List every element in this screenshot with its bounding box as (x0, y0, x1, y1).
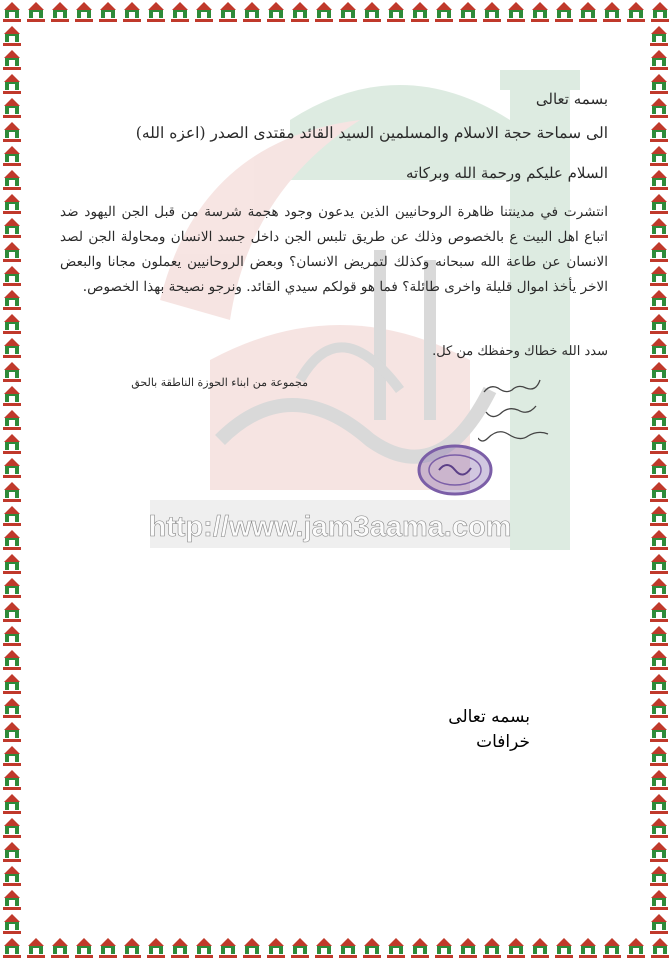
border-ornament (647, 720, 671, 744)
border-ornament (0, 672, 24, 696)
border-ornament (647, 72, 671, 96)
border-ornament (552, 936, 576, 960)
border-top (0, 0, 671, 24)
border-ornament (168, 936, 192, 960)
border-ornament (24, 0, 48, 24)
border-ornament (48, 0, 72, 24)
letter-prayer: سدد الله خطاك وحفظك من كل. (432, 344, 608, 359)
border-ornament (360, 0, 384, 24)
border-ornament (480, 936, 504, 960)
border-ornament (0, 360, 24, 384)
border-ornament (647, 888, 671, 912)
border-ornament (0, 744, 24, 768)
border-ornament (647, 384, 671, 408)
border-ornament (647, 624, 671, 648)
border-ornament (504, 936, 528, 960)
border-ornament (0, 576, 24, 600)
border-ornament (647, 192, 671, 216)
border-ornament (647, 528, 671, 552)
letter-body: انتشرت في مدينتنا ظاهرة الروحانيين الذين يدعون وجود هجمة شرسة من قبل الجن اليهود ضد اتباع اهل البيت ع بالخصوص وذلك عن طريق تلبس الجن داخل جسد الانسان ومحاولة الجن لصد الانسان عن طاعة الله سبحانه وكذلك لتمريض الانسان؟ وبعض الروحانيين يعملون مجانا والبعض الاخر يأخذ اموال قليلة واخرى طائلة؟ فما هو قولكم سيدي القائد. ونرجو نصيحة بهذا الخصوص. (60, 204, 608, 295)
border-ornament (336, 0, 360, 24)
border-ornament (0, 768, 24, 792)
border-ornament (456, 0, 480, 24)
border-ornament (0, 312, 24, 336)
border-ornament (0, 216, 24, 240)
caption-line-2: خرافات (476, 732, 530, 752)
border-ornament (0, 48, 24, 72)
border-ornament (647, 432, 671, 456)
border-ornament (647, 168, 671, 192)
border-bottom (0, 936, 671, 960)
border-ornament (0, 528, 24, 552)
border-ornament (647, 48, 671, 72)
border-ornament (24, 936, 48, 960)
border-ornament (0, 120, 24, 144)
border-ornament (0, 480, 24, 504)
border-ornament (648, 936, 671, 960)
border-ornament (647, 96, 671, 120)
border-ornament (0, 600, 24, 624)
letter-heading: بسمه تعالى (535, 90, 608, 108)
border-ornament (432, 936, 456, 960)
border-ornament (647, 288, 671, 312)
border-ornament (647, 456, 671, 480)
border-ornament (456, 936, 480, 960)
caption (400, 705, 530, 755)
letter-addressee: الى سماحة حجة الاسلام والمسلمين السيد القائد مقتدى الصدر (اعزه الله) (135, 124, 608, 142)
border-ornament (0, 864, 24, 888)
border-ornament (576, 0, 600, 24)
border-ornament (0, 384, 24, 408)
border-ornament (312, 0, 336, 24)
border-ornament (0, 240, 24, 264)
border-ornament (528, 936, 552, 960)
border-ornament (647, 816, 671, 840)
border-ornament (144, 936, 168, 960)
border-ornament (0, 816, 24, 840)
border-ornament (0, 336, 24, 360)
border-ornament (647, 840, 671, 864)
border-ornament (0, 264, 24, 288)
border-ornament (120, 0, 144, 24)
seal-stamp (415, 440, 495, 500)
border-ornament (96, 936, 120, 960)
border-ornament (432, 0, 456, 24)
border-ornament (48, 936, 72, 960)
border-ornament (647, 648, 671, 672)
border-ornament (600, 936, 624, 960)
border-ornament (647, 240, 671, 264)
border-ornament (0, 432, 24, 456)
border-ornament (0, 888, 24, 912)
border-ornament (360, 936, 384, 960)
border-ornament (647, 696, 671, 720)
border-ornament (647, 552, 671, 576)
border-ornament (0, 552, 24, 576)
border-left (0, 24, 24, 936)
border-ornament (0, 912, 24, 936)
border-ornament (0, 0, 24, 24)
letter-sender: مجموعة من ابناء الحوزة الناطقة بالحق (131, 376, 308, 389)
border-ornament (0, 24, 24, 48)
border-ornament (0, 96, 24, 120)
border-ornament (0, 720, 24, 744)
border-ornament (0, 504, 24, 528)
border-ornament (647, 504, 671, 528)
border-ornament (72, 0, 96, 24)
border-ornament (647, 360, 671, 384)
border-ornament (96, 0, 120, 24)
border-ornament (647, 336, 671, 360)
border-ornament (72, 936, 96, 960)
border-ornament (0, 840, 24, 864)
border-ornament (647, 792, 671, 816)
border-ornament (0, 936, 24, 960)
border-ornament (312, 936, 336, 960)
letter-greeting: السلام عليكم ورحمة الله وبركاته (406, 164, 608, 182)
border-ornament (624, 936, 648, 960)
border-ornament (216, 0, 240, 24)
border-ornament (528, 0, 552, 24)
border-ornament (647, 216, 671, 240)
border-ornament (552, 0, 576, 24)
border-ornament (647, 312, 671, 336)
border-ornament (264, 0, 288, 24)
border-ornament (647, 576, 671, 600)
border-ornament (647, 144, 671, 168)
border-ornament (144, 0, 168, 24)
caption-line-1: بسمه تعالى (448, 707, 530, 727)
border-ornament (0, 624, 24, 648)
border-ornament (647, 120, 671, 144)
border-ornament (647, 480, 671, 504)
border-ornament (647, 768, 671, 792)
border-ornament (648, 0, 671, 24)
border-ornament (0, 72, 24, 96)
border-ornament (647, 24, 671, 48)
border-ornament (647, 672, 671, 696)
border-ornament (384, 0, 408, 24)
border-ornament (576, 936, 600, 960)
border-ornament (0, 696, 24, 720)
border-ornament (168, 0, 192, 24)
watermark-url: http://www.jam3aama.com (148, 511, 512, 543)
border-ornament (647, 744, 671, 768)
border-ornament (0, 192, 24, 216)
border-ornament (240, 936, 264, 960)
border-ornament (647, 912, 671, 936)
border-ornament (192, 936, 216, 960)
border-ornament (216, 936, 240, 960)
border-ornament (647, 600, 671, 624)
border-ornament (0, 648, 24, 672)
border-ornament (600, 0, 624, 24)
border-ornament (120, 936, 144, 960)
border-ornament (288, 936, 312, 960)
border-ornament (504, 0, 528, 24)
border-ornament (647, 864, 671, 888)
border-ornament (264, 936, 288, 960)
border-ornament (0, 792, 24, 816)
border-right (647, 24, 671, 936)
border-ornament (336, 936, 360, 960)
border-ornament (0, 168, 24, 192)
border-ornament (408, 0, 432, 24)
border-ornament (647, 408, 671, 432)
border-ornament (0, 408, 24, 432)
border-ornament (240, 0, 264, 24)
border-ornament (192, 0, 216, 24)
border-ornament (0, 456, 24, 480)
border-ornament (0, 288, 24, 312)
border-ornament (624, 0, 648, 24)
border-ornament (408, 936, 432, 960)
border-ornament (384, 936, 408, 960)
border-ornament (288, 0, 312, 24)
border-ornament (647, 264, 671, 288)
border-ornament (0, 144, 24, 168)
border-ornament (480, 0, 504, 24)
